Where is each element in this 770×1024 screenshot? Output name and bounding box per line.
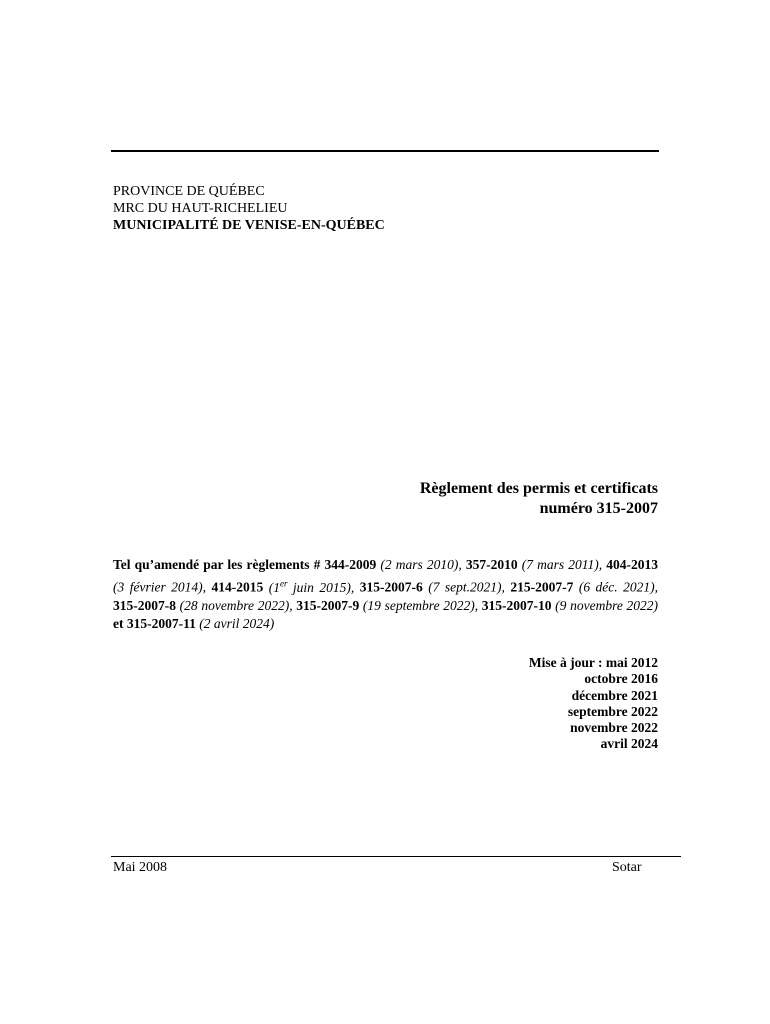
amendment-date: (2 mars 2010), <box>376 557 466 572</box>
update-line: septembre 2022 <box>567 703 658 719</box>
amendment-date: (7 mars 2011), <box>517 557 607 572</box>
amendment-number: 344-2009 <box>324 557 377 572</box>
amendments-conjunction: et <box>113 615 127 631</box>
amendment-date: (3 février 2014), <box>113 579 212 595</box>
amendment-date-superscript: er <box>279 578 288 588</box>
amendment-number: 315-2007-9 <box>296 597 360 613</box>
amendment-number: 315-2007-6 <box>359 579 423 595</box>
update-history <box>529 655 658 753</box>
amendment-date-prefix: (1 <box>263 579 280 595</box>
amendment-number: 315-2007-8 <box>113 597 176 613</box>
amendment-date: (2 avril 2024) <box>195 615 275 631</box>
update-line: Mise à jour : mai 2012 <box>528 655 658 670</box>
title-line-1: Règlement des permis et certificats <box>419 480 658 497</box>
amendments-intro: Tel qu’amendé par les règlements # <box>113 557 325 572</box>
amendment-number: 315-2007-11 <box>126 615 196 631</box>
top-divider <box>111 150 659 152</box>
update-line: décembre 2021 <box>571 687 658 703</box>
update-line: octobre 2016 <box>584 671 658 687</box>
amendment-date-suffix: juin 2015), <box>287 579 360 595</box>
province-line: PROVINCE DE QUÉBEC <box>113 184 265 199</box>
mrc-line: MRC DU HAUT-RICHELIEU <box>113 201 288 216</box>
amendment-date: (28 novembre 2022), <box>176 597 297 613</box>
update-line: avril 2024 <box>600 736 658 752</box>
title-line-2: numéro 315-2007 <box>539 500 658 517</box>
amendment-date: (19 septembre 2022), <box>359 597 482 613</box>
amendment-date: (9 novembre 2022) <box>551 597 658 613</box>
amendments-paragraph <box>113 556 658 633</box>
footer-date: Mai 2008 <box>113 860 168 875</box>
amendment-number: 215-2007-7 <box>510 579 574 595</box>
document-title <box>420 479 658 519</box>
amendment-date: (7 sept.2021), <box>422 579 511 595</box>
document-header <box>113 183 385 234</box>
amendment-number: 404-2013 <box>606 557 658 572</box>
amendment-number: 315-2007-10 <box>481 597 552 613</box>
update-line: novembre 2022 <box>570 720 658 736</box>
amendment-number: 357-2010 <box>465 557 518 572</box>
amendment-number: 414-2015 <box>211 579 264 595</box>
amendment-date <box>263 580 359 595</box>
municipality-line: MUNICIPALITÉ DE VENISE-EN-QUÉBEC <box>113 218 385 233</box>
footer-divider <box>111 856 681 857</box>
footer-author: Sotar <box>612 860 642 875</box>
amendment-date: (6 déc. 2021), <box>573 579 658 595</box>
